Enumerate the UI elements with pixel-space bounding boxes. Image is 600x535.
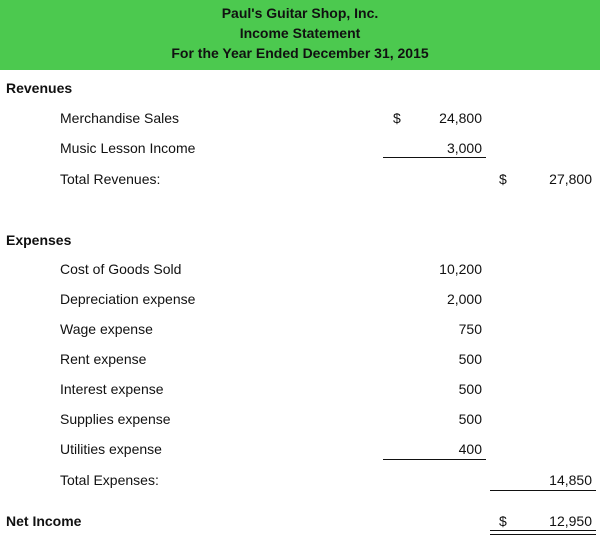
total-revenues-amount: 27,800: [549, 171, 592, 187]
expense-item-label: Utilities expense: [60, 441, 162, 457]
revenue-item-label: Music Lesson Income: [60, 140, 196, 156]
expense-item-amount: 400: [458, 441, 482, 457]
total-expenses-label: Total Expenses:: [60, 472, 159, 488]
subtotal-rule: [383, 157, 486, 158]
expense-item-amount: 500: [458, 411, 482, 427]
currency-symbol: $: [499, 513, 507, 529]
revenue-item-label: Merchandise Sales: [60, 110, 180, 126]
expense-item-label: Rent expense: [60, 351, 147, 367]
expense-item-label: Cost of Goods Sold: [60, 261, 182, 277]
expense-item-amount: 750: [458, 321, 482, 337]
statement-title: Income Statement: [239, 25, 361, 41]
expense-item-label: Wage expense: [60, 321, 153, 337]
total-expenses-amount: 14,850: [549, 472, 592, 488]
revenue-item-amount: 3,000: [446, 140, 482, 156]
expense-item-label: Depreciation expense: [60, 291, 196, 307]
currency-symbol: $: [393, 110, 401, 126]
expense-item-amount: 10,200: [439, 261, 482, 277]
expense-item-amount: 500: [458, 351, 482, 367]
net-income-double-rule: [490, 530, 596, 535]
statement-period: For the Year Ended December 31, 2015: [171, 45, 429, 61]
expense-item-label: Supplies expense: [60, 411, 171, 427]
total-revenues-label: Total Revenues:: [60, 171, 161, 187]
expense-item-label: Interest expense: [60, 381, 164, 397]
total-rule: [490, 490, 596, 491]
expense-item-amount: 2,000: [446, 291, 482, 307]
revenues-heading: Revenues: [6, 80, 73, 96]
currency-symbol: $: [499, 171, 507, 187]
net-income-label: Net Income: [6, 513, 82, 529]
net-income-amount: 12,950: [549, 513, 592, 529]
statement-header: [0, 0, 600, 70]
subtotal-rule: [383, 459, 486, 460]
revenue-item-amount: 24,800: [439, 110, 482, 126]
expenses-heading: Expenses: [6, 232, 72, 248]
company-name: Paul's Guitar Shop, Inc.: [221, 5, 379, 21]
expense-item-amount: 500: [458, 381, 482, 397]
